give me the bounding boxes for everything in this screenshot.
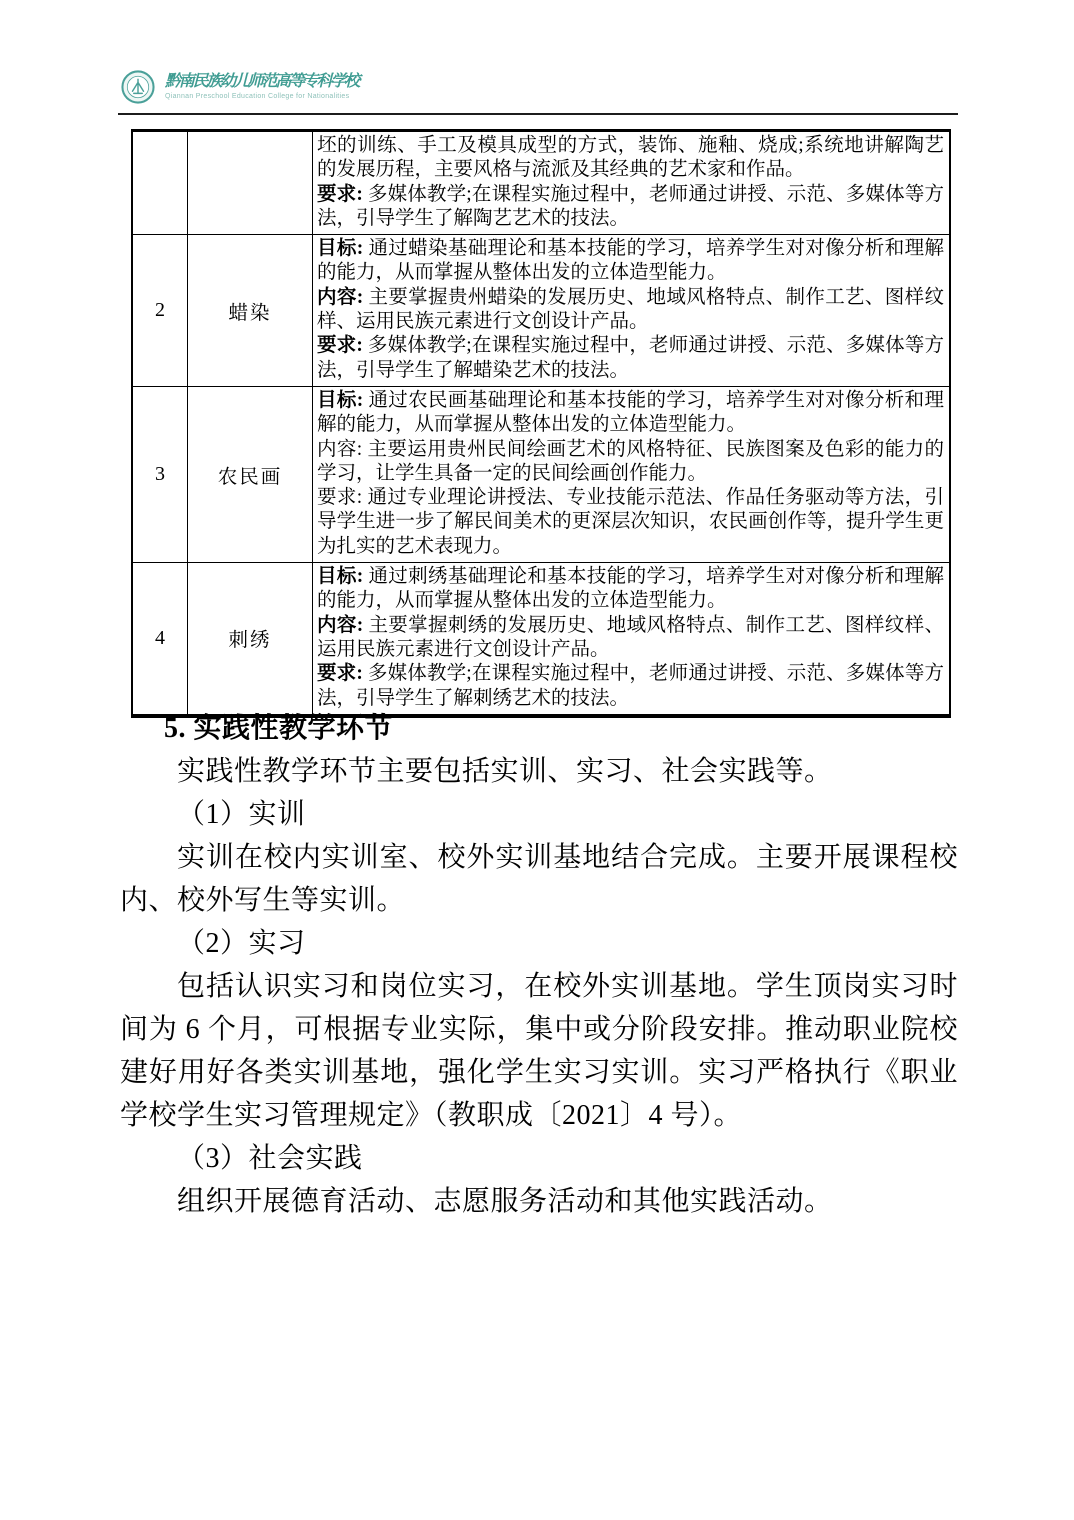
school-seal-icon <box>121 70 155 104</box>
desc-paragraph: 要求: 通过专业理论讲授法、专业技能示范法、作品任务驱动等方法，引导学生进一步了解民间美术的更深层次知识，农民画创作等，提升学生更为扎实的艺术表现力。 <box>317 487 944 557</box>
header-divider <box>118 113 958 115</box>
table-row <box>132 131 950 235</box>
field-label: 内容: <box>317 286 364 308</box>
course-name-cell: 蜡染 <box>188 235 313 387</box>
field-label: 内容: <box>317 438 363 460</box>
field-label: 要求: <box>317 183 363 205</box>
row-number-cell <box>132 131 188 235</box>
table-row <box>132 235 950 387</box>
school-name-cn: 黔南民族幼儿师范高等专科学校 <box>165 73 359 90</box>
desc-paragraph: 要求: 多媒体教学;在课程实施过程中，老师通过讲授、示范、多媒体等方法，引导学生了解刺绣艺术的技法。 <box>317 663 944 709</box>
desc-paragraph: 坯的训练、手工及模具成型的方式，装饰、施釉、烧成;系统地讲解陶艺的发展历程，主要风格与流派及其经典的艺术家和作品。 <box>317 135 944 181</box>
course-desc-cell <box>313 235 951 387</box>
row-number-cell: 4 <box>132 563 188 716</box>
course-name-cell: 刺绣 <box>188 563 313 716</box>
paragraph: 实践性教学环节主要包括实训、实习、社会实践等。 <box>177 756 833 787</box>
desc-paragraph: 目标: 通过农民画基础理论和基本技能的学习，培养学生对对像分析和理解的能力，从而掌握从整体出发的立体造型能力。 <box>317 389 944 436</box>
desc-paragraph: 目标: 通过蜡染基础理论和基本技能的学习，培养学生对对像分析和理解的能力，从而掌握从整体出发的立体造型能力。 <box>317 238 944 284</box>
section-heading: 5. 实践性教学环节 <box>164 713 394 744</box>
course-desc-cell <box>313 563 951 716</box>
field-label: 目标: <box>317 389 364 411</box>
field-label: 目标: <box>317 238 364 260</box>
field-label: 内容: <box>317 614 364 636</box>
paragraph: （2）实习 <box>177 928 306 959</box>
school-logo <box>121 68 358 104</box>
desc-paragraph: 内容: 主要运用贵州民间绘画艺术的风格特征、民族图案及色彩的能力的学习，让学生具备一定的民间绘画创作能力。 <box>317 438 944 484</box>
field-label: 要求: <box>317 335 363 357</box>
body-section <box>120 707 958 1223</box>
course-name-cell <box>188 131 313 235</box>
paragraph: （3）社会实践 <box>177 1143 363 1174</box>
paragraph: 实训在校内实训室、校外实训基地结合完成。主要开展课程校内、校外写生等实训。 <box>120 842 958 916</box>
course-name-cell: 农民画 <box>188 386 313 562</box>
course-desc-cell <box>313 386 951 562</box>
table-row <box>132 386 950 562</box>
field-label: 要求: <box>317 487 363 509</box>
row-number-cell: 2 <box>132 235 188 387</box>
school-name-block <box>165 68 358 100</box>
desc-paragraph: 内容: 主要掌握贵州蜡染的发展历史、地域风格特点、制作工艺、图样纹样、运用民族元素进行文创设计产品。 <box>317 286 944 333</box>
paragraph: 包括认识实习和岗位实习，在校外实训基地。学生顶岗实习时间为 6 个月，可根据专业实际，集中或分阶段安排。推动职业院校建好用好各类实训基地，强化学生实习实训。实习严格执行《职业学校学生实习管理规定》（教职成〔2021〕4 号）。 <box>120 971 958 1131</box>
paragraph: 组织开展德育活动、志愿服务活动和其他实践活动。 <box>177 1186 833 1217</box>
course-table <box>131 129 951 718</box>
desc-paragraph: 内容: 主要掌握刺绣的发展历史、地域风格特点、制作工艺、图样纹样、运用民族元素进行文创设计产品。 <box>317 614 944 660</box>
row-number-cell: 3 <box>132 386 188 562</box>
course-table-body <box>132 131 950 716</box>
school-name-en: Qiannan Preschool Education College for Nationalities <box>165 93 350 100</box>
table-row <box>132 563 950 716</box>
paragraph: （1）实训 <box>177 799 306 830</box>
course-desc-cell <box>313 131 951 235</box>
desc-paragraph: 目标: 通过刺绣基础理论和基本技能的学习，培养学生对对像分析和理解的能力，从而掌握从整体出发的立体造型能力。 <box>317 566 944 612</box>
field-label: 要求: <box>317 663 363 685</box>
desc-paragraph: 要求: 多媒体教学;在课程实施过程中，老师通过讲授、示范、多媒体等方法，引导学生了解蜡染艺术的技法。 <box>317 335 944 381</box>
field-label: 目标: <box>317 566 364 588</box>
desc-paragraph: 要求: 多媒体教学;在课程实施过程中，老师通过讲授、示范、多媒体等方法，引导学生了解陶艺艺术的技法。 <box>317 183 944 229</box>
